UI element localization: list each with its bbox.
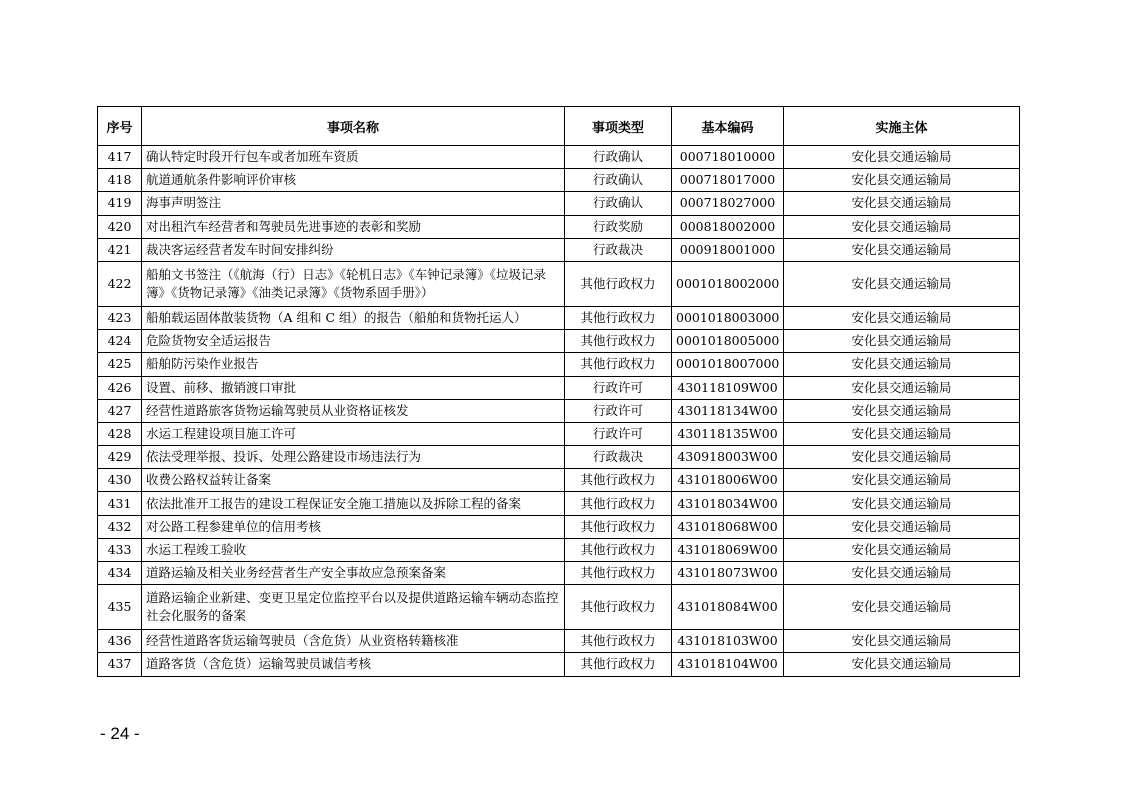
cell-code: 430118134W00 — [672, 399, 784, 422]
cell-body: 安化县交通运输局 — [784, 630, 1020, 653]
cell-type: 其他行政权力 — [565, 562, 672, 585]
cell-type: 行政确认 — [565, 169, 672, 192]
header-type: 事项类型 — [565, 107, 672, 146]
table-header-row — [98, 107, 1020, 146]
cell-name: 危险货物安全适运报告 — [142, 330, 565, 353]
table-row — [98, 585, 1020, 630]
cell-body: 安化县交通运输局 — [784, 215, 1020, 238]
cell-code: 0001018007000 — [672, 353, 784, 376]
cell-body: 安化县交通运输局 — [784, 469, 1020, 492]
cell-seq: 420 — [98, 215, 142, 238]
cell-name: 对公路工程参建单位的信用考核 — [142, 515, 565, 538]
table-row — [98, 515, 1020, 538]
cell-type: 其他行政权力 — [565, 353, 672, 376]
cell-name: 确认特定时段开行包车或者加班车资质 — [142, 146, 565, 169]
cell-body: 安化县交通运输局 — [784, 422, 1020, 445]
header-name: 事项名称 — [142, 107, 565, 146]
cell-seq: 423 — [98, 306, 142, 329]
cell-type: 其他行政权力 — [565, 515, 672, 538]
cell-code: 431018068W00 — [672, 515, 784, 538]
cell-code: 431018104W00 — [672, 653, 784, 676]
table-row — [98, 422, 1020, 445]
cell-seq: 431 — [98, 492, 142, 515]
cell-name: 设置、前移、撤销渡口审批 — [142, 376, 565, 399]
cell-seq: 435 — [98, 585, 142, 630]
cell-body: 安化县交通运输局 — [784, 306, 1020, 329]
table-row — [98, 376, 1020, 399]
cell-body: 安化县交通运输局 — [784, 238, 1020, 261]
cell-seq: 427 — [98, 399, 142, 422]
cell-body: 安化县交通运输局 — [784, 653, 1020, 676]
table-row — [98, 492, 1020, 515]
cell-name: 对出租汽车经营者和驾驶员先进事迹的表彰和奖励 — [142, 215, 565, 238]
table-body — [98, 146, 1020, 677]
cell-seq: 428 — [98, 422, 142, 445]
table-row — [98, 353, 1020, 376]
header-body: 实施主体 — [784, 107, 1020, 146]
cell-code: 431018073W00 — [672, 562, 784, 585]
cell-code: 431018103W00 — [672, 630, 784, 653]
cell-code: 431018006W00 — [672, 469, 784, 492]
cell-type: 其他行政权力 — [565, 630, 672, 653]
cell-body: 安化县交通运输局 — [784, 562, 1020, 585]
cell-type: 其他行政权力 — [565, 538, 672, 561]
header-seq: 序号 — [98, 107, 142, 146]
cell-code: 000918001000 — [672, 238, 784, 261]
cell-name: 道路客货（含危货）运输驾驶员诚信考核 — [142, 653, 565, 676]
cell-type: 其他行政权力 — [565, 469, 672, 492]
cell-body: 安化县交通运输局 — [784, 492, 1020, 515]
cell-body: 安化县交通运输局 — [784, 538, 1020, 561]
cell-seq: 432 — [98, 515, 142, 538]
cell-code: 000818002000 — [672, 215, 784, 238]
table-row — [98, 169, 1020, 192]
table-row — [98, 306, 1020, 329]
cell-code: 431018034W00 — [672, 492, 784, 515]
cell-seq: 436 — [98, 630, 142, 653]
cell-type: 行政裁决 — [565, 446, 672, 469]
cell-name: 道路运输及相关业务经营者生产安全事故应急预案备案 — [142, 562, 565, 585]
cell-seq: 429 — [98, 446, 142, 469]
cell-body: 安化县交通运输局 — [784, 330, 1020, 353]
cell-code: 431018084W00 — [672, 585, 784, 630]
matters-table — [97, 106, 1020, 677]
cell-code: 000718027000 — [672, 192, 784, 215]
cell-type: 行政奖励 — [565, 215, 672, 238]
cell-code: 431018069W00 — [672, 538, 784, 561]
cell-body: 安化县交通运输局 — [784, 585, 1020, 630]
table-row — [98, 192, 1020, 215]
cell-seq: 426 — [98, 376, 142, 399]
cell-name: 水运工程竣工验收 — [142, 538, 565, 561]
cell-code: 000718017000 — [672, 169, 784, 192]
cell-seq: 419 — [98, 192, 142, 215]
cell-type: 行政许可 — [565, 376, 672, 399]
cell-seq: 424 — [98, 330, 142, 353]
cell-seq: 425 — [98, 353, 142, 376]
cell-type: 其他行政权力 — [565, 261, 672, 306]
cell-name: 依法受理举报、投诉、处理公路建设市场违法行为 — [142, 446, 565, 469]
table-row — [98, 630, 1020, 653]
cell-name: 依法批准开工报告的建设工程保证安全施工措施以及拆除工程的备案 — [142, 492, 565, 515]
cell-name: 航道通航条件影响评价审核 — [142, 169, 565, 192]
cell-seq: 417 — [98, 146, 142, 169]
cell-seq: 430 — [98, 469, 142, 492]
cell-name: 船舶文书签注（《航海（行）日志》《轮机日志》《车钟记录簿》《垃圾记录簿》《货物记录簿》《油类记录簿》《货物系固手册》） — [142, 261, 565, 306]
cell-name: 收费公路权益转让备案 — [142, 469, 565, 492]
cell-code: 430918003W00 — [672, 446, 784, 469]
cell-code: 0001018005000 — [672, 330, 784, 353]
cell-body: 安化县交通运输局 — [784, 169, 1020, 192]
cell-type: 其他行政权力 — [565, 306, 672, 329]
cell-body: 安化县交通运输局 — [784, 353, 1020, 376]
table-row — [98, 562, 1020, 585]
cell-type: 行政确认 — [565, 192, 672, 215]
cell-type: 其他行政权力 — [565, 492, 672, 515]
cell-type: 行政许可 — [565, 399, 672, 422]
cell-type: 行政许可 — [565, 422, 672, 445]
cell-code: 0001018002000 — [672, 261, 784, 306]
table-row — [98, 653, 1020, 676]
header-code: 基本编码 — [672, 107, 784, 146]
cell-body: 安化县交通运输局 — [784, 446, 1020, 469]
cell-name: 水运工程建设项目施工许可 — [142, 422, 565, 445]
cell-name: 道路运输企业新建、变更卫星定位监控平台以及提供道路运输车辆动态监控社会化服务的备案 — [142, 585, 565, 630]
cell-code: 430118109W00 — [672, 376, 784, 399]
cell-seq: 433 — [98, 538, 142, 561]
cell-code: 000718010000 — [672, 146, 784, 169]
table-row — [98, 238, 1020, 261]
cell-type: 其他行政权力 — [565, 585, 672, 630]
cell-seq: 437 — [98, 653, 142, 676]
cell-seq: 434 — [98, 562, 142, 585]
cell-name: 裁决客运经营者发车时间安排纠纷 — [142, 238, 565, 261]
table-row — [98, 261, 1020, 306]
cell-body: 安化县交通运输局 — [784, 192, 1020, 215]
cell-type: 其他行政权力 — [565, 330, 672, 353]
table-row — [98, 330, 1020, 353]
cell-type: 其他行政权力 — [565, 653, 672, 676]
cell-body: 安化县交通运输局 — [784, 515, 1020, 538]
cell-seq: 421 — [98, 238, 142, 261]
cell-type: 行政裁决 — [565, 238, 672, 261]
cell-name: 经营性道路旅客货物运输驾驶员从业资格证核发 — [142, 399, 565, 422]
cell-code: 430118135W00 — [672, 422, 784, 445]
cell-name: 船舶载运固体散装货物（A 组和 C 组）的报告（船舶和货物托运人） — [142, 306, 565, 329]
table-row — [98, 215, 1020, 238]
table-row — [98, 399, 1020, 422]
table-row — [98, 446, 1020, 469]
cell-type: 行政确认 — [565, 146, 672, 169]
cell-code: 0001018003000 — [672, 306, 784, 329]
page-number: - 24 - — [100, 724, 140, 743]
table-row — [98, 469, 1020, 492]
cell-name: 经营性道路客货运输驾驶员（含危货）从业资格转籍核准 — [142, 630, 565, 653]
cell-body: 安化县交通运输局 — [784, 146, 1020, 169]
table-row — [98, 538, 1020, 561]
table-row — [98, 146, 1020, 169]
cell-name: 船舶防污染作业报告 — [142, 353, 565, 376]
cell-body: 安化县交通运输局 — [784, 261, 1020, 306]
cell-seq: 422 — [98, 261, 142, 306]
cell-body: 安化县交通运输局 — [784, 399, 1020, 422]
cell-body: 安化县交通运输局 — [784, 376, 1020, 399]
cell-name: 海事声明签注 — [142, 192, 565, 215]
cell-seq: 418 — [98, 169, 142, 192]
